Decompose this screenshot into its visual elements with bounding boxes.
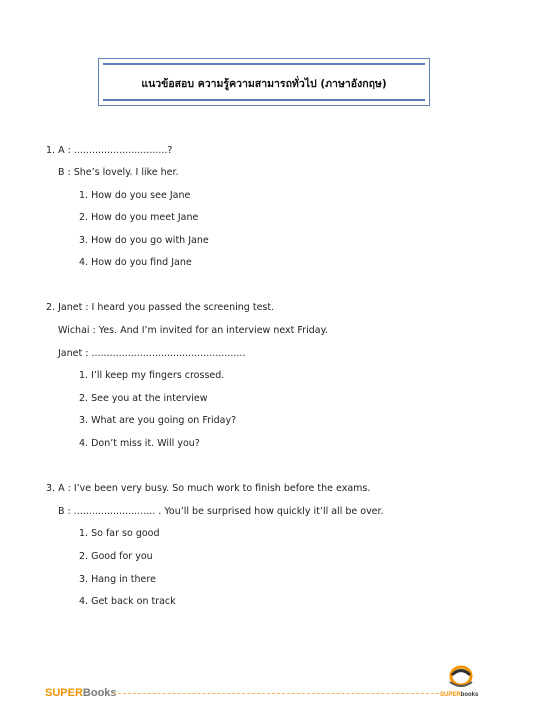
question-1-prompt: 1. A : ...............................?: [46, 145, 173, 156]
footer-logo-books: books: [460, 692, 479, 698]
question-3-option-1: 1. So far so good: [79, 528, 160, 539]
question-2-blank: Janet : ...................................................: [58, 348, 246, 359]
footer-divider: [113, 693, 439, 694]
question-3-prompt: 3. A : I’ve been very busy. So much work to finish before the exams.: [46, 483, 371, 494]
question-1-option-4: 4. How do you find Jane: [79, 257, 192, 268]
question-3-option-2: 2. Good for you: [79, 551, 153, 562]
question-2-prompt: 2. Janet : I heard you passed the screening test.: [46, 302, 275, 313]
question-3-option-4: 4. Get back on track: [79, 596, 176, 607]
title-box: [98, 58, 430, 106]
page-title: แนวข้อสอบ ความรู้ความสามารถทั่วไป (ภาษาอังกฤษ): [141, 78, 387, 90]
footer-brand-super: SUPER: [45, 687, 83, 699]
question-1-response: B : She’s lovely. I like her.: [58, 167, 179, 178]
footer-brand-books: Books: [82, 687, 117, 699]
question-1-option-1: 1. How do you see Jane: [79, 190, 191, 201]
question-2-option-1: 1. I’ll keep my fingers crossed.: [79, 370, 225, 381]
question-2-option-4: 4. Don’t miss it. Will you?: [79, 438, 200, 449]
question-3-response: B : ........................... . You’ll be surprised how quickly it’ll all be over.: [58, 506, 384, 517]
footer-brand: [45, 687, 117, 699]
question-2-reply: Wichai : Yes. And I’m invited for an interview next Friday.: [58, 325, 328, 336]
footer-logo-super: SUPER: [440, 692, 461, 698]
question-1-option-2: 2. How do you meet Jane: [79, 212, 199, 223]
question-2-option-2: 2. See you at the interview: [79, 393, 208, 404]
question-1-option-3: 3. How do you go with Jane: [79, 235, 209, 246]
footer-logo-text: [440, 692, 478, 698]
question-2-option-3: 3. What are you going on Friday?: [79, 415, 237, 426]
question-3-option-3: 3. Hang in there: [79, 574, 156, 585]
